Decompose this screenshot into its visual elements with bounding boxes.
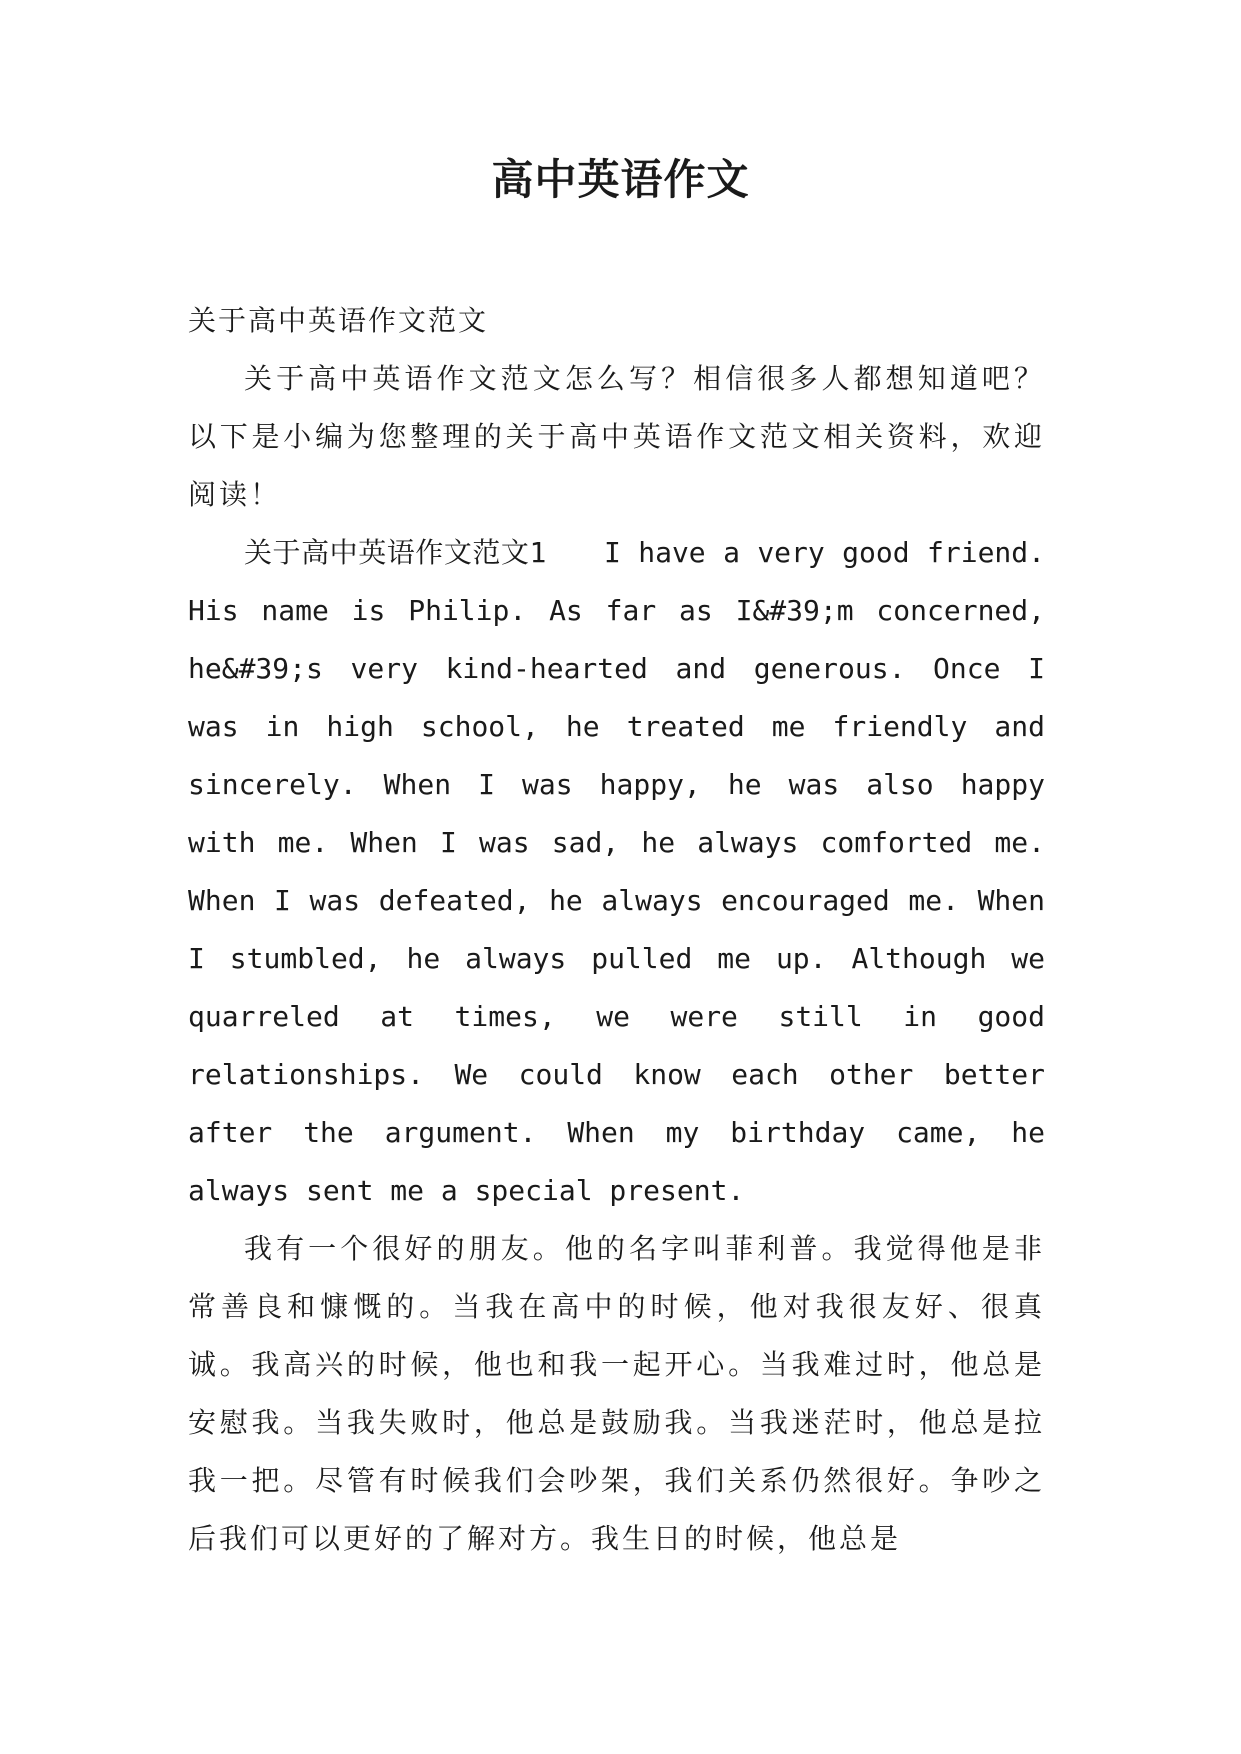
subheading: 关于高中英语作文范文 xyxy=(188,304,489,337)
document-title: 高中英语作文 xyxy=(491,155,750,204)
intro-paragraph: 关于高中英语作文范文怎么写？相信很多人都想知道吧？以下是小编为您整理的关于高中英语作文范文相关资料，欢迎阅读！ xyxy=(188,362,1045,511)
essay-chinese-paragraph: 我有一个很好的朋友。他的名字叫菲利普。我觉得他是非常善良和慷慨的。当我在高中的时候，他对我很友好、很真诚。我高兴的时候，他也和我一起开心。当我难过时，他总是安慰我。当我失败时，他总是鼓励我。当我迷茫时，他总是拉我一把。尽管有时候我们会吵架，我们关系仍然很好。争吵之后我们可以更好的了解对方。我生日的时候，他总是 xyxy=(188,1232,1045,1555)
document-body xyxy=(188,292,1045,1568)
essay-english-paragraph: 关于高中英语作文范文1 I have a very good friend. His name is Philip. As far as I&#39;m concerned, he&#39;s very kind-hearted and generous. Once I was in high school, he treated me friendly and sincerely. When I was happy, he was also happy with me. When I was sad, he always comforted me. When I was defeated, he always encouraged me. When I stumbled, he always pulled me up. Although we quarreled at times, we were still in good relationships. We could know each other better after the argument. When my birthday came, he always sent me a special present. xyxy=(188,536,1045,1207)
